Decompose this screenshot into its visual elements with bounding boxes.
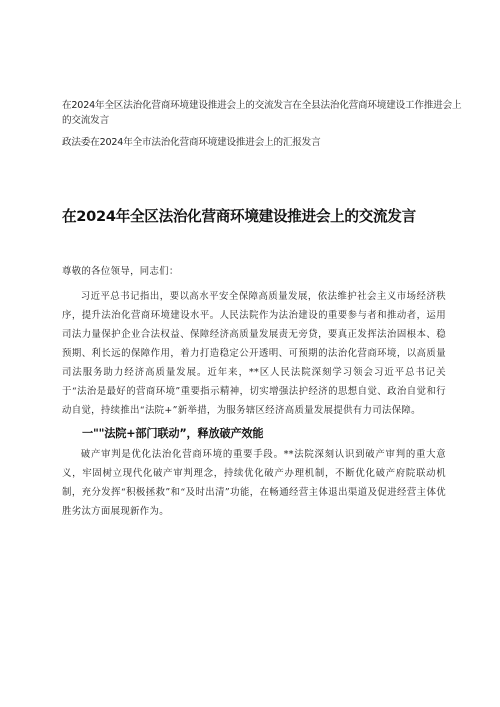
body-paragraph-1: 习近平总书记指出，要以高水平安全保障高质量发展，依法维护社会主义市场经济秩序，提升法治化营商环境建设水平。人民法院作为法治建设的重要参与者和推动者，运用司法力量保护企业合法权益、保障经济高质量发展责无旁贷，要真正发挥法治固根本、稳预期、利长远的保障作用，着力打造稳定公开透明、可预期的法治化营商环境，以高质量司法服务助力经济高质量发展。近年来，**区人民法院深刻学习领会习近平总书记关于“法治是最好的营商环境”重要指示精神，切实增强法护经济的思想自觉、政治自觉和行动自觉，持续推出“法院+”新举措，为服务辖区经济高质量发展提供有力司法保障。 — [62, 291, 446, 416]
body-paragraph-2: 破产审判是优化法治化营商环境的重要手段。**法院深刻认识到破产审判的重大意义，牢固树立现代化破产审判理念，持续优化破产办理机制，不断优化破产府院联动机制，充分发挥“积极拯救”和“及时出清”功能，在畅通经营主体退出渠道及促进经营主体优胜劣汰方面展现新作为。 — [62, 449, 446, 517]
document-title: 在2024年全区法治化营商环境建设推进会上的交流发言 — [62, 208, 416, 225]
related-article-link-2[interactable]: 政法委在2024年全市法治化营商环境建设推进会上的汇报发言 — [62, 137, 321, 148]
section-heading-1: 一""法院+部门联动”，释放破产效能 — [82, 427, 264, 440]
document-body — [62, 262, 446, 521]
related-article-link-1[interactable]: 在2024年全区法治化营商环境建设推进会上的交流发言在全县法治化营商环境建设工作推进会上的交流发言 — [62, 100, 462, 126]
related-articles-list — [62, 98, 462, 150]
salutation: 尊敬的各位领导，同志们： — [62, 266, 179, 277]
